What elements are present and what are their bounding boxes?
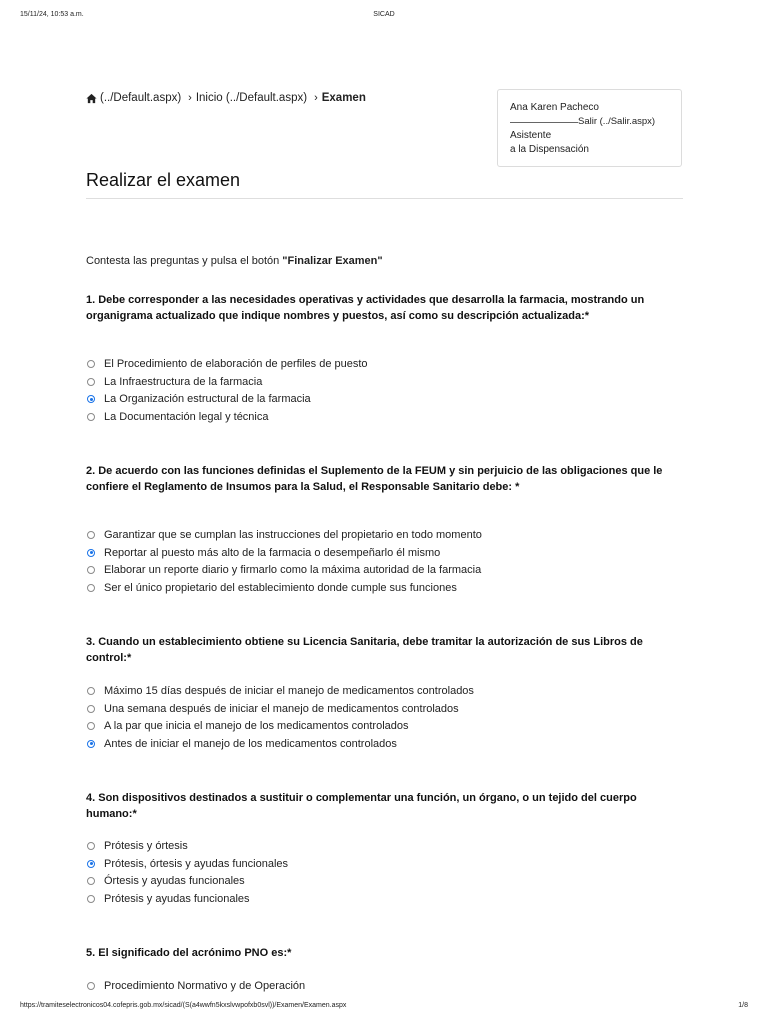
option-label: Garantizar que se cumplan las instrucciones del propietario en todo momento (104, 528, 482, 541)
option-4-4[interactable] (86, 890, 288, 908)
option-label: A la par que inicia el manejo de los medicamentos controlados (104, 720, 409, 733)
option-4-1[interactable] (86, 837, 288, 855)
option-3-2[interactable] (86, 700, 474, 718)
breadcrumb (86, 92, 366, 104)
option-label: Prótesis y órtesis (104, 839, 188, 852)
radio-button[interactable] (87, 531, 95, 539)
question-5 (86, 946, 686, 992)
option-label: Elaborar un reporte diario y firmarlo como la máxima autoridad de la farmacia (104, 564, 482, 577)
question-4 (86, 791, 686, 905)
question-text: 2. De acuerdo con las funciones definidas el Suplemento de la FEUM y sin perjuicio de las obligaciones que le confiere el Reglamento de Insumos para la Salud, el Responsable Sanitario debe: * (86, 465, 663, 493)
question-2 (86, 464, 686, 594)
user-role-line2: a la Dispensación (510, 144, 589, 155)
radio-button[interactable] (87, 705, 95, 713)
option-label: Antes de iniciar el manejo de los medicamentos controlados (104, 737, 397, 750)
logout-link[interactable]: Salir (../Salir.aspx) (578, 116, 656, 127)
print-datetime: 15/11/24, 10:53 a.m. (20, 11, 84, 18)
radio-button[interactable] (87, 360, 95, 368)
breadcrumb-current: Examen (321, 92, 366, 104)
option-label: Una semana después de iniciar el manejo de medicamentos controlados (104, 702, 459, 715)
radio-button[interactable] (87, 413, 95, 421)
user-name: Ana Karen Pacheco (510, 102, 599, 113)
home-icon[interactable] (86, 93, 97, 104)
radio-button[interactable] (87, 877, 95, 885)
radio-button[interactable] (87, 740, 95, 748)
print-page-number: 1/8 (738, 1002, 748, 1009)
question-text: 1. Debe corresponder a las necesidades operativas y actividades que desarrolla la farmacia, mostrando un organigrama actualizado que indique nombres y puestos, así como su descripción actualizada:* (86, 294, 645, 322)
title-divider (86, 198, 683, 199)
option-3-4[interactable] (86, 735, 474, 753)
option-label: El Procedimiento de elaboración de perfiles de puesto (104, 357, 368, 370)
radio-button[interactable] (87, 584, 95, 592)
option-3-3[interactable] (86, 717, 474, 735)
option-4-2[interactable] (86, 855, 288, 873)
options-list (86, 682, 474, 753)
option-1-4[interactable] (86, 408, 368, 426)
question-text: 5. El significado del acrónimo PNO es:* (86, 947, 292, 959)
option-label: Prótesis y ayudas funcionales (104, 892, 250, 905)
option-1-1[interactable] (86, 355, 368, 373)
option-label: La Organización estructural de la farmacia (104, 393, 311, 406)
option-2-4[interactable] (86, 579, 482, 597)
question-3 (86, 635, 686, 750)
option-2-1[interactable] (86, 526, 482, 544)
breadcrumb-home-link[interactable]: (../Default.aspx) (100, 92, 182, 104)
breadcrumb-inicio-link[interactable]: Inicio (../Default.aspx) (195, 92, 308, 104)
option-label: Órtesis y ayudas funcionales (104, 875, 245, 888)
option-5-1[interactable] (86, 977, 305, 995)
option-label: Procedimiento Normativo y de Operación (104, 979, 306, 992)
radio-button[interactable] (87, 982, 95, 990)
question-text: 4. Son dispositivos destinados a sustituir o complementar una función, un órgano, o un tejido del cuerpo humano:* (86, 792, 637, 820)
radio-button[interactable] (87, 395, 95, 403)
chevron-right-icon: › (314, 92, 318, 104)
option-label: Máximo 15 días después de iniciar el manejo de medicamentos controlados (104, 684, 474, 697)
option-label: La Infraestructura de la farmacia (104, 375, 263, 388)
options-list (86, 837, 288, 908)
options-list (86, 526, 482, 597)
logout-divider (510, 122, 578, 123)
user-info-box (497, 89, 682, 167)
radio-button[interactable] (87, 895, 95, 903)
print-header (0, 11, 768, 23)
option-2-3[interactable] (86, 561, 482, 579)
option-2-2[interactable] (86, 544, 482, 562)
radio-button[interactable] (87, 687, 95, 695)
question-1 (86, 293, 686, 423)
finalizar-examen-reference: "Finalizar Examen" (282, 255, 383, 267)
option-label: Prótesis, órtesis y ayudas funcionales (104, 857, 289, 870)
question-text: 3. Cuando un establecimiento obtiene su Licencia Sanitaria, debe tramitar la autorización de sus Libros de control:* (86, 636, 643, 664)
radio-button[interactable] (87, 378, 95, 386)
option-1-2[interactable] (86, 373, 368, 391)
print-footer (0, 1002, 768, 1014)
instructions (86, 255, 383, 267)
option-4-3[interactable] (86, 872, 288, 890)
print-title: SICAD (373, 11, 395, 18)
option-label: Reportar al puesto más alto de la farmacia o desempeñarlo él mismo (104, 546, 441, 559)
option-label: La Documentación legal y técnica (104, 410, 269, 423)
logout-row (510, 115, 681, 129)
radio-button[interactable] (87, 842, 95, 850)
radio-button[interactable] (87, 722, 95, 730)
page-title: Realizar el examen (86, 170, 241, 190)
options-list (86, 977, 305, 995)
chevron-right-icon: › (188, 92, 192, 104)
instructions-text: Contesta las preguntas y pulsa el botón (86, 255, 283, 267)
options-list (86, 355, 368, 426)
user-role-line1: Asistente (510, 130, 552, 141)
radio-button[interactable] (87, 860, 95, 868)
radio-button[interactable] (87, 566, 95, 574)
print-url: https://tramiteselectronicos04.cofepris.gob.mx/sicad/(S(a4wwfn5kxslvwpofxb0svl))/Examen/Examen.aspx (20, 1002, 347, 1009)
option-3-1[interactable] (86, 682, 474, 700)
option-label: Ser el único propietario del establecimiento donde cumple sus funciones (104, 581, 457, 594)
option-1-3[interactable] (86, 390, 368, 408)
radio-button[interactable] (87, 549, 95, 557)
